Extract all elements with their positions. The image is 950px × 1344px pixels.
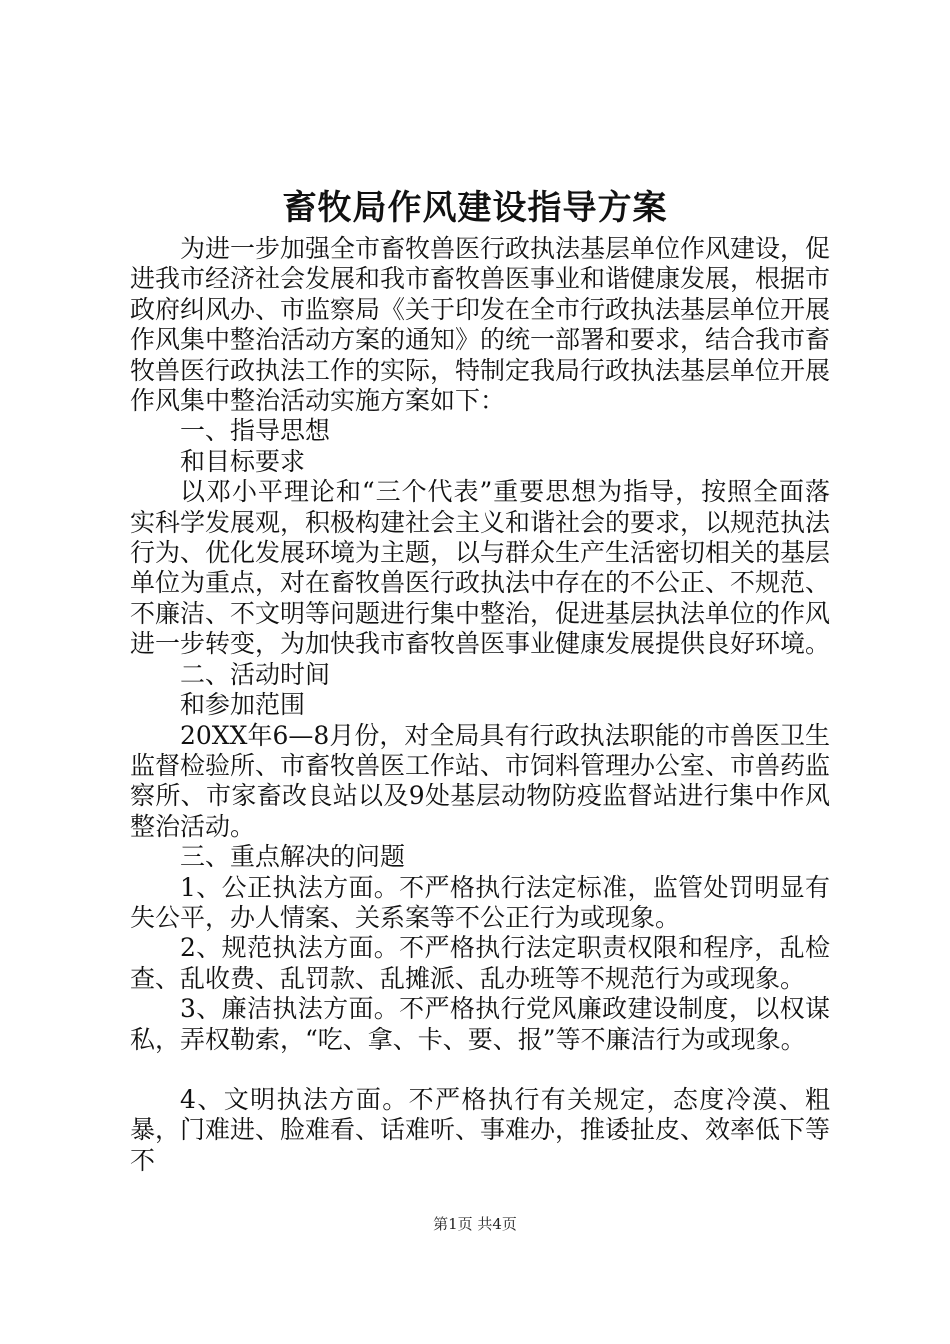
paragraph-item-3: 3、廉洁执法方面。不严格执行党风廉政建设制度，以权谋私，弄权勒索，“吃、拿、卡、要、报”等不廉洁行为或现象。: [130, 994, 830, 1054]
section-heading-2-cont: 和参加范围: [180, 690, 306, 720]
paragraph-item-4: 4、文明执法方面。不严格执行有关规定，态度冷漠、粗暴，门难进、脸难看、话难听、事难办，推诿扯皮、效率低下等不: [130, 1084, 831, 1175]
document-body: [130, 234, 830, 1176]
paragraph-gap: [130, 1055, 830, 1085]
section-heading-2: 二、活动时间: [180, 659, 331, 689]
section-heading-1-cont: 和目标要求: [180, 446, 306, 476]
section-heading-1: 一、指导思想: [180, 416, 331, 446]
page-indicator: 第1页 共4页: [433, 1215, 517, 1233]
paragraph-activity-time: 20XX年6—8月份，对全局具有行政执法职能的市兽医卫生监督检验所、市畜牧兽医工作站、市饲料管理办公室、市兽药监察所、市家畜改良站以及9处基层动物防疫监督站进行集中作风整治活动。: [130, 720, 831, 841]
paragraph-guiding-thought: 以邓小平理论和“三个代表”重要思想为指导，按照全面落实科学发展观，积极构建社会主义和谐社会的要求，以规范执法行为、优化发展环境为主题，以与群众生产生活密切相关的基层单位为重点，对在畜牧兽医行政执法中存在的不公正、不规范、不廉洁、不文明等问题进行集中整治，促进基层执法单位的作风进一步转变，为加快我市畜牧兽医事业健康发展提供良好环境。: [130, 477, 831, 659]
paragraph-intro: 为进一步加强全市畜牧兽医行政执法基层单位作风建设，促进我市经济社会发展和我市畜牧兽医事业和谐健康发展，根据市政府纠风办、市监察局《关于印发在全市行政执法基层单位开展作风集中整治活动方案的通知》的统一部署和要求，结合我市畜牧兽医行政执法工作的实际，特制定我局行政执法基层单位开展作风集中整治活动实施方案如下：: [130, 234, 831, 416]
paragraph-item-2: 2、规范执法方面。不严格执行法定职责权限和程序，乱检查、乱收费、乱罚款、乱摊派、乱办班等不规范行为或现象。: [130, 933, 830, 993]
document-title: 畜牧局作风建设指导方案: [282, 188, 668, 228]
paragraph-item-1: 1、公正执法方面。不严格执行法定标准，监管处罚明显有失公平，办人情案、关系案等不公正行为或现象。: [130, 872, 830, 932]
section-heading-3: 三、重点解决的问题: [180, 842, 406, 872]
